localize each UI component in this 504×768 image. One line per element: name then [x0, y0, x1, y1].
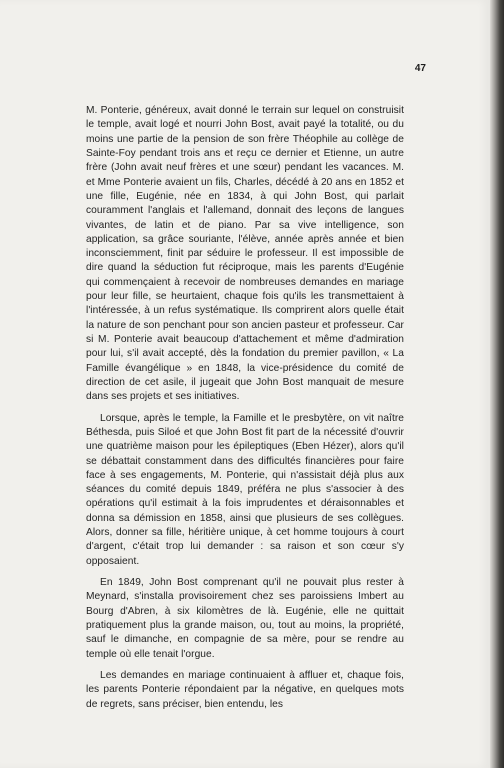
paragraph-3: En 1849, John Bost comprenant qu'il ne pouvait plus rester à Meynard, s'installa provisoirement chez ses paroissiens Imbert au Bourg d'Abren, à six kilomètres de là. Eugénie, elle ne quittait pratiquement plus la grande maison, ou, tout au moins, la propriété, sauf le dimanche, en compagnie de sa mère, pour se rendre au temple où elle tenait l'orgue.: [86, 577, 404, 660]
paragraph-1: M. Ponterie, généreux, avait donné le terrain sur lequel on construisit le temple, avait logé et nourri John Bost, avait payé la totalité, ou du moins une partie de la pension de son frère Théophile au collège de Sainte-Foy pendant trois ans et reçu ce dernier et Etienne, un autre frère (John avait neuf frères et une sœur) pendant les vacances. M. et Mme Ponterie avaient un fils, Charles, décédé à 20 ans en 1852 et une fille, Eugénie, née en 1834, à qui John Bost, qui parlait couramment l'anglais et l'allemand, donnait des leçons de langues vivantes, de latin et de piano. Par sa vive intelligence, son application, sa grâce souriante, l'élève, année après année et bien inconsciemment, finit par séduire le professeur. Il est impossible de dire quand la séduction fut réciproque, mais les parents d'Eugénie qui commençaient à recevoir de nombreuses demandes en mariage pour leur fille, se heurtaient, chaque fois qu'ils les transmettaient à l'intéressée, à un refus systématique. Ils comprirent alors quelle était la nature de son penchant pour son ancien pasteur et professeur. Car si M. Ponterie avait beaucoup d'attachement et même d'admiration pour lui, s'il avait accepté, dès la fondation du premier pavillon, « La Famille évangélique » en 1848, la vice-présidence du comité de direction de cet asile, il jugeait que John Bost manquait de mesure dans ses projets et ses initiatives.: [86, 105, 404, 403]
paragraph-2: Lorsque, après le temple, la Famille et le presbytère, on vit naître Béthesda, puis Siloé et que John Bost fit part de la nécessité d'ouvrir une quatrième maison pour les épileptiques (Eben Hézer), alors qu'il se débattait constamment dans des difficultés financières pour faire face à ses engagements, M. Ponterie, qui n'assistait déjà plus aux séances du comité depuis 1849, préféra ne plus s'associer à des opérations qu'il estimait à la fois imprudentes et déraisonnables et donna sa démission en 1858, ainsi que plusieurs de ses collègues. Alors, donner sa fille, héritière unique, à cet homme toujours à court d'argent, c'était trop lui demander : sa raison et son cœur s'y opposaient.: [86, 412, 404, 567]
body-text: [86, 104, 404, 719]
page-edge-shadow: [490, 0, 504, 768]
page-number: 47: [414, 63, 426, 74]
paragraph-4: Les demandes en mariage continuaient à affluer et, chaque fois, les parents Ponterie répondaient par la négative, en quelques mots de regrets, sans préciser, bien entendu, les: [86, 669, 404, 710]
